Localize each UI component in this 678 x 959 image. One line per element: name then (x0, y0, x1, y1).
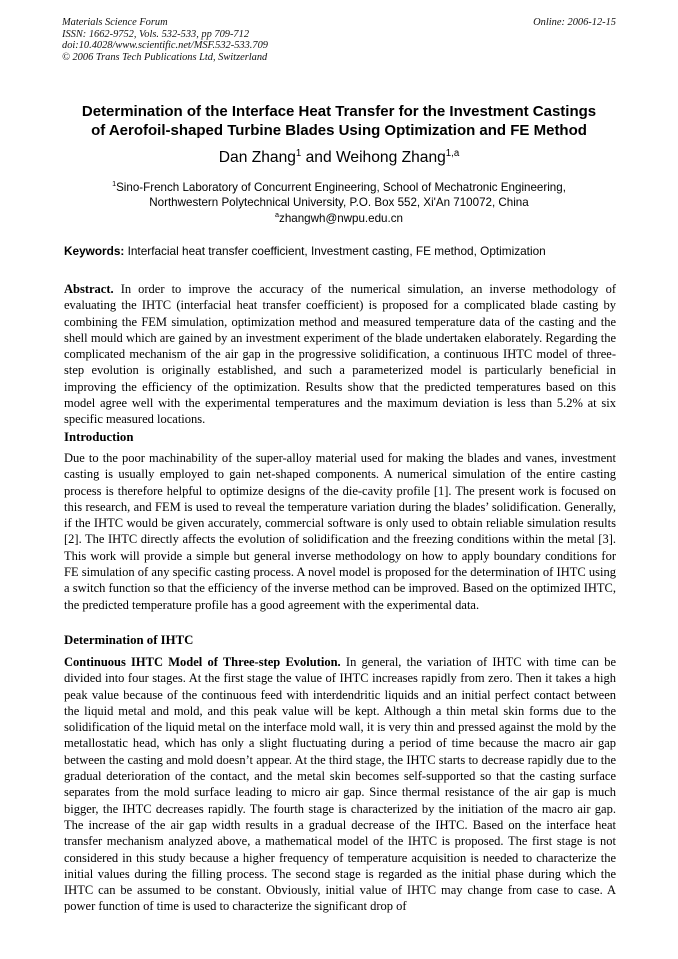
affiliation-marker: 1 (112, 179, 117, 188)
doi-line: doi:10.4028/www.scientific.net/MSF.532-533.709 (62, 40, 268, 51)
introduction-text: Due to the poor machinability of the super-alloy material used for making the blades and vanes, investment casting is usually employed to gain net-shaped components. A numerical simulation of the entire casting process is therefore helpful to optimize designs of the die-cavity profile [1]. The present work is focused on this research, and FEM is used to reveal the temperature variation during the blades’ solidification. Generally, if the IHTC would be given accurately, commercial software is only used to obtain reliable simulation results [2]. The IHTC directly affects the evolution of solidification and the freezing conditions within the metal [3]. This work will provide a simple but general inverse methodology on how to apply boundary conditions for FE simulation of any specific casting process. A novel model is proposed for the determination of IHTC using a switch function so that the efficiency of the inverse method can be improved. Based on the optimized IHTC, the predicted temperature profile has a good agreement with the experimental data. (64, 451, 616, 612)
email-address: zhangwh@nwpu.edu.cn (279, 211, 403, 225)
abstract-label: Abstract. (64, 282, 114, 296)
introduction-heading: Introduction (64, 430, 134, 444)
determination-body (64, 654, 616, 915)
author-2: Weihong Zhang (335, 149, 446, 167)
author-1-affil: 1 (295, 148, 302, 159)
keywords-label: Keywords: (64, 244, 125, 258)
author-2-affil: 1,a (445, 148, 460, 159)
abstract-text: In order to improve the accuracy of the numerical simulation, an inverse methodology of evaluating the IHTC (interfacial heat transfer coefficient) is proposed for a complicated blade casting by combining the FEM simulation, optimization method and measured temperature data of the casting and the shell mould which are gained by an investment experiment of the blade undertaken elaborately. Regarding the complicated mechanism of the air gap in the progressive solidification, a continuous IHTC model of three-step evolution is originally established, and such a parameterized model is particularly beneficial in improving the efficiency of the optimization. Results show that the predicted temperatures based on this model agree well with the experimental temperatures and the maximum deviation is less than 5.2% at six specific measured locations. (64, 282, 616, 427)
keywords (64, 244, 616, 258)
determination-heading: Determination of IHTC (64, 633, 194, 647)
online-date: Online: 2006-12-15 (533, 17, 616, 28)
author-1: Dan Zhang (218, 149, 296, 167)
paper-title (50, 102, 628, 140)
journal-header (62, 17, 616, 63)
affiliation (60, 176, 618, 210)
title-line-1: Determination of the Interface Heat Transfer for the Investment Castings (81, 103, 597, 120)
author-list (0, 148, 678, 167)
issn-line: ISSN: 1662-9752, Vols. 532-533, pp 709-712 (62, 28, 250, 40)
author-email (0, 210, 678, 225)
title-line-2: of Aerofoil-shaped Turbine Blades Using Optimization and FE Method (91, 122, 587, 139)
determination-text: In general, the variation of IHTC with time can be divided into four stages. At the first stage the value of IHTC increases rapidly from zero. Then it takes a high peak value because of the continuous feed with interdendritic liquids and an initial perfect contact between the liquid metal and mold, and this peak value will be kept. Although a thin metal skin forms due to the solidification of the liquid metal on the interface mold wall, it is very thin and pressed against the mold by the metallostatic head, which has only a slight fluctuating during a period of time because the macro air gap between the casting and mold doesn’t appear. At the third stage, the IHTC starts to decrease rapidly due to the gradual deterioration of the contact, and the metal skin becomes self-supported so that the casting surface separates from the mold surface leading to micro air gap. Since thermal resistance of the air gap is much bigger, the IHTC decreases rapidly. The fourth stage is characterized by the initiation of the macro air gap. The increase of the air gap width results in a gradual decrease of the IHTC. Based on the interface heat transfer mechanism analyzed above, a mathematical model of the IHTC is proposed. The first stage is not considered in this study because a higher frequency of temperature acquisition is needed to characterize the initial values during the filling process. The second stage is regarded as the initial phase during which the IHTC can be assumed to be constant. Obviously, initial value of IHTC may change from case to case. A power function of time is used to characterize the significant drop of (64, 655, 616, 914)
journal-name: Materials Science Forum (62, 17, 168, 28)
abstract (64, 281, 616, 428)
affiliation-line-2: Northwestern Polytechnical University, P.O. Box 552, Xi'An 710072, China (149, 195, 529, 209)
email-marker: a (275, 210, 280, 219)
copyright-line: © 2006 Trans Tech Publications Ltd, Switzerland (62, 51, 268, 63)
affiliation-line-1: Sino-French Laboratory of Concurrent Engineering, School of Mechatronic Engineering, (116, 180, 566, 194)
author-conjunction: and (301, 149, 336, 167)
determination-subheading: Continuous IHTC Model of Three-step Evolution. (64, 655, 341, 669)
keywords-text: Interfacial heat transfer coefficient, Investment casting, FE method, Optimization (124, 244, 546, 258)
